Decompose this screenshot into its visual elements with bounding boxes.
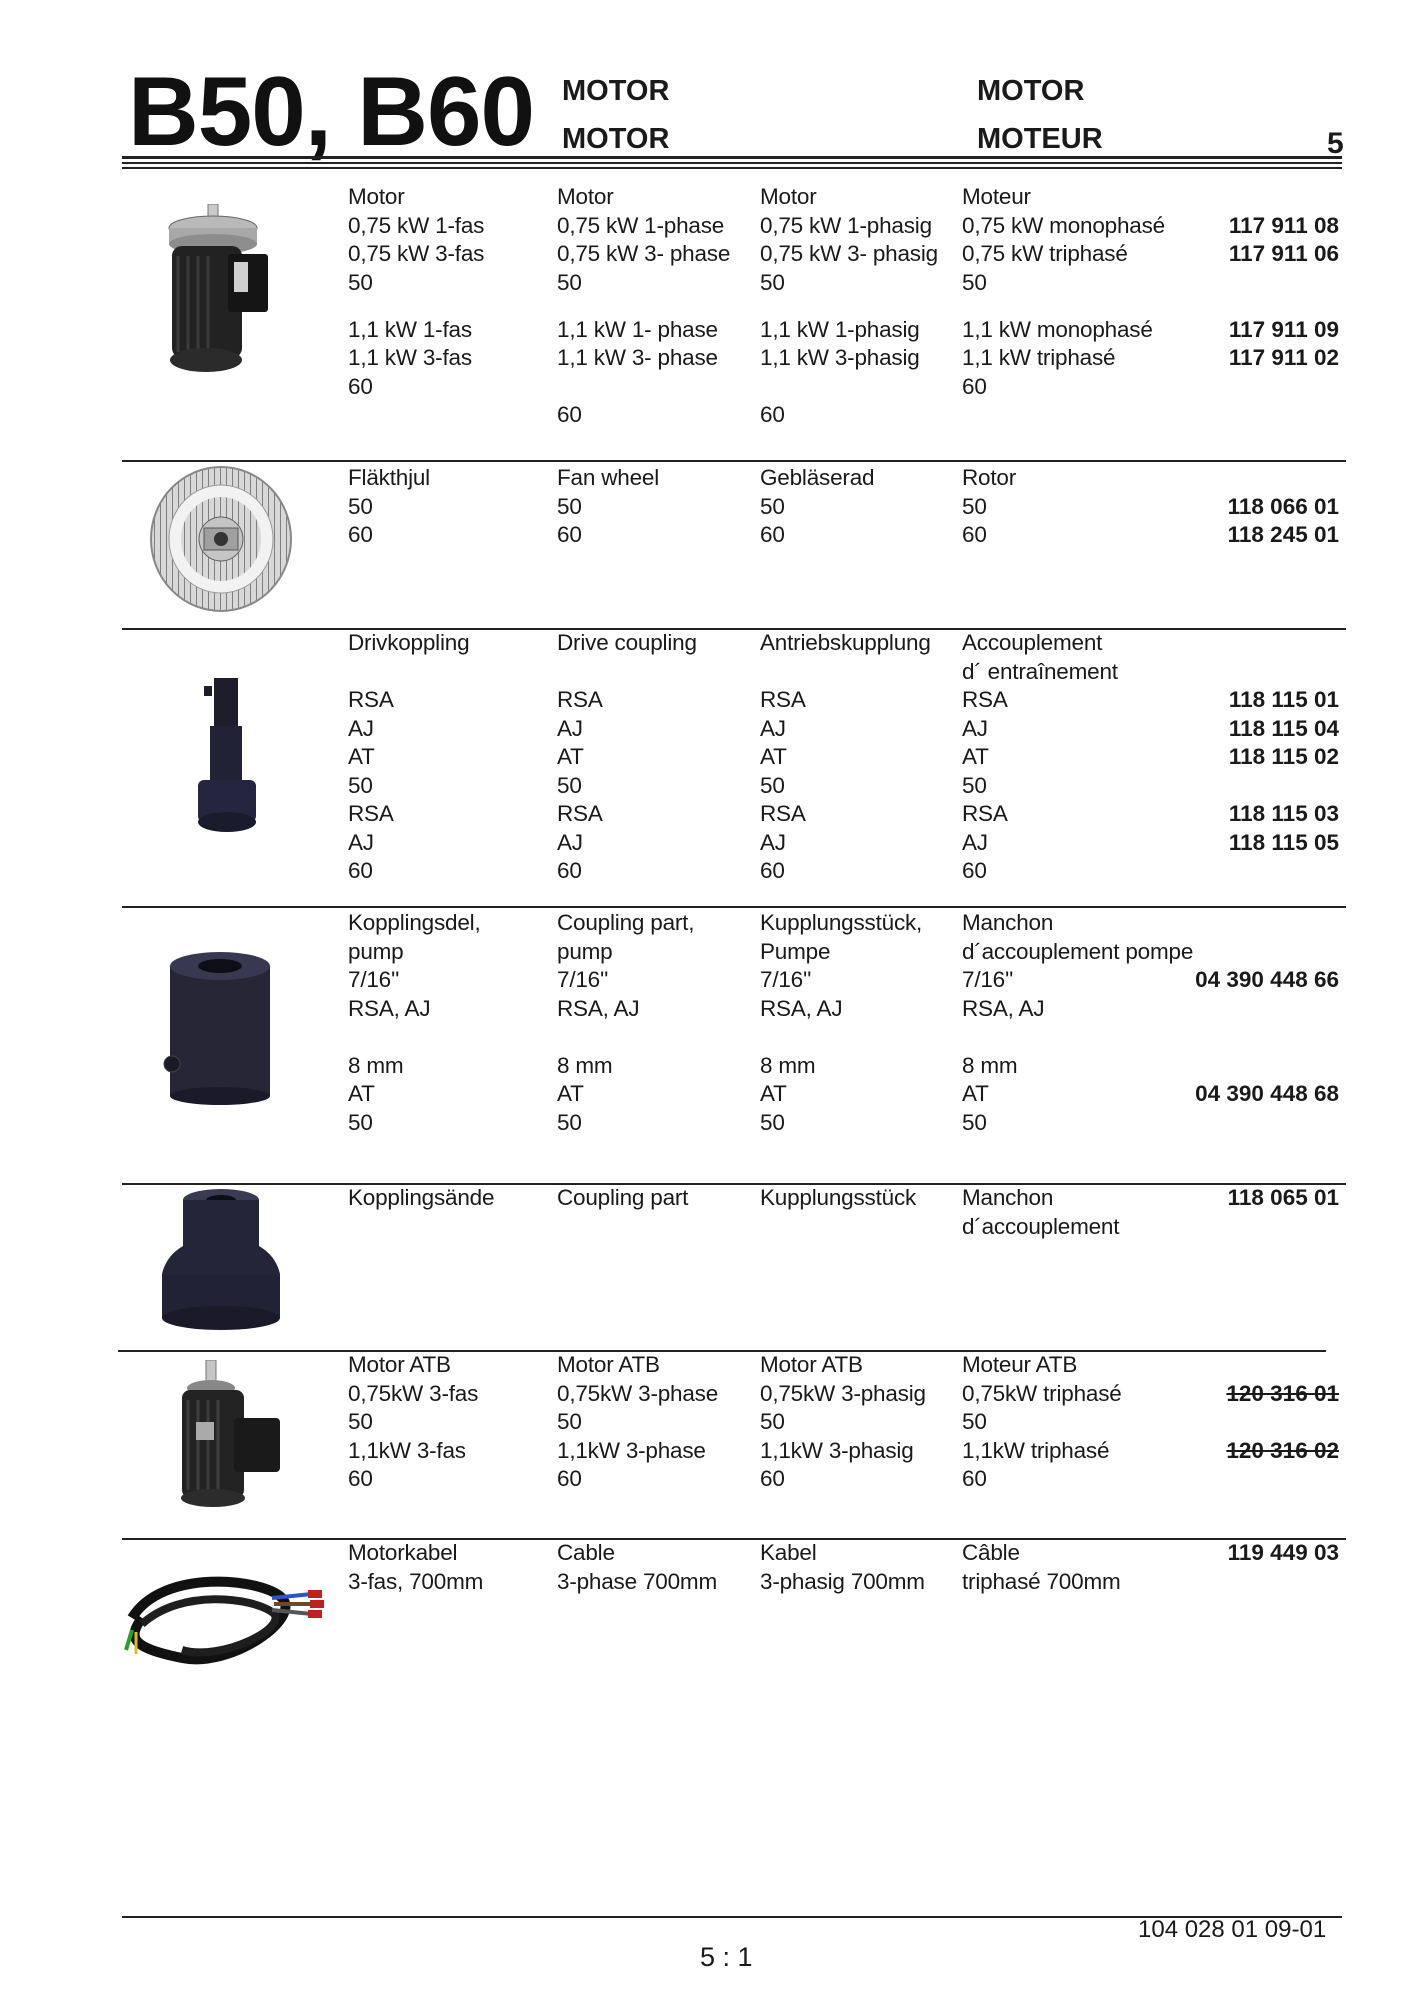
motor-cable-image [122,1558,332,1678]
cell-drive-coupling-lang3: d´ entraînement [962,658,1118,684]
cell-motor-atb-lang0: 0,75kW 3-fas [348,1380,479,1406]
cell-drive-coupling-lang2: 60 [760,858,785,883]
cell-coupling-part-pump-lang3: d´accouplement pompe [962,938,1194,964]
title-german: MOTOR [977,75,1085,107]
cell-coupling-part-pump-lang0: AT [348,1081,375,1106]
cell-coupling-part-pump-lang3: 7/16'' [962,967,1014,992]
cell-coupling-part-pump-lang0: 8 mm [348,1052,404,1078]
cell-motor-atb-lang2: 60 [760,1466,785,1491]
cell-motor-cable-lang2: Kabel [760,1540,817,1565]
cell-drive-coupling-lang3: RSA [962,801,1008,826]
part-number: 117 911 02 [1228,345,1339,370]
cell-drive-coupling-lang1: 60 [557,858,582,883]
cell-drive-coupling-lang2: RSA [760,687,806,712]
part-number: 118 245 01 [1227,522,1339,547]
cell-drive-coupling-lang0: Drivkoppling [348,630,470,655]
cell-coupling-part-pump-lang1: 8 mm [557,1052,613,1078]
cell-fan-wheel-lang2: Gebläserad [760,465,875,490]
cell-motor-lang2: 1,1 kW 3-phasig [760,345,920,370]
cell-coupling-part-pump-lang1: AT [557,1081,584,1106]
cell-drive-coupling-lang1: 50 [557,772,582,798]
cell-motor-lang0: Motor [348,184,405,209]
page-label: 5 : 1 [700,1942,753,1972]
cell-coupling-end-lang0: Kopplingsände [348,1185,495,1210]
title-swedish: MOTOR [562,75,670,107]
part-number: 118 115 05 [1228,829,1339,855]
cell-drive-coupling-lang1: AJ [557,829,583,855]
cell-motor-atb-lang1: 0,75kW 3-phase [557,1380,719,1406]
cell-coupling-part-pump-lang0: RSA, AJ [348,995,431,1021]
cell-drive-coupling-lang0: AJ [348,829,374,855]
part-number: 117 911 06 [1228,241,1339,266]
cell-fan-wheel-lang0: 50 [348,493,373,519]
cell-motor-lang3: Moteur [962,184,1031,209]
cell-motor-cable-lang0: 3-fas, 700mm [348,1568,484,1594]
cell-coupling-part-pump-lang3: RSA, AJ [962,995,1045,1021]
cell-motor-lang0: 1,1 kW 3-fas [348,345,472,370]
header-rule-2 [122,162,1342,164]
drive-coupling-image [192,678,262,838]
cell-drive-coupling-lang3: RSA [962,687,1008,712]
cell-coupling-part-pump-lang3: 50 [962,1109,987,1135]
cell-coupling-part-pump-lang2: Pumpe [760,938,831,964]
cell-motor-atb-lang3: 60 [962,1466,987,1491]
cell-drive-coupling-lang0: 50 [348,772,373,798]
part-number: 117 911 08 [1228,212,1339,238]
coupling-part-pump-image [158,948,280,1106]
cell-drive-coupling-lang2: Antriebskupplung [760,630,931,655]
cell-motor-atb-lang3: Moteur ATB [962,1352,1078,1377]
cell-drive-coupling-lang2: AJ [760,829,786,855]
section-divider [122,906,1346,908]
cell-motor-atb-lang1: 50 [557,1409,582,1434]
cell-motor-lang2: 0,75 kW 1-phasig [760,212,932,238]
cell-coupling-part-pump-lang2: RSA, AJ [760,995,843,1021]
part-number: 120 316 02 [1226,1437,1339,1463]
cell-motor-atb-lang1: Motor ATB [557,1352,660,1377]
part-number: 118 066 01 [1227,493,1339,519]
cell-coupling-part-pump-lang3: AT [962,1081,989,1106]
electric-motor-image [158,204,278,376]
cell-drive-coupling-lang0: 60 [348,858,373,883]
cell-motor-atb-lang1: 1,1kW 3-phase [557,1437,706,1463]
cell-coupling-part-pump-lang1: RSA, AJ [557,995,640,1021]
cell-coupling-part-pump-lang0: 7/16'' [348,967,400,992]
cell-motor-lang1: 1,1 kW 3- phase [557,345,718,370]
part-number: 118 115 01 [1228,687,1339,712]
doc-number: 104 028 01 09-01 [1138,1916,1327,1943]
cell-coupling-part-pump-lang3: Manchon [962,910,1054,935]
cell-drive-coupling-lang1: Drive coupling [557,630,697,655]
coupling-end-image [156,1186,286,1334]
cell-coupling-part-pump-lang1: Coupling part, [557,910,695,935]
cell-motor-atb-lang2: 1,1kW 3-phasig [760,1437,914,1463]
cell-coupling-part-pump-lang2: 8 mm [760,1052,816,1078]
cell-motor-lang0: 60 [348,373,373,399]
cell-fan-wheel-lang3: 60 [962,522,987,547]
fan-wheel-image [148,464,294,614]
cell-motor-cable-lang1: 3-phase 700mm [557,1568,717,1594]
cell-coupling-end-lang3: d´accouplement [962,1213,1120,1239]
cell-motor-lang0: 1,1 kW 1-fas [348,316,472,342]
cell-drive-coupling-lang2: RSA [760,801,806,826]
header-rule-3 [122,167,1342,169]
cell-motor-atb-lang3: 0,75kW triphasé [962,1380,1122,1406]
cell-coupling-part-pump-lang3: 8 mm [962,1052,1018,1078]
cell-motor-lang1: 0,75 kW 1-phase [557,212,725,238]
cell-coupling-part-pump-lang1: 50 [557,1109,582,1135]
cell-motor-lang1: 50 [557,269,582,295]
cell-motor-cable-lang3: triphasé 700mm [962,1568,1121,1594]
header-rule-1 [122,156,1342,159]
title-french: MOTEUR [977,123,1103,155]
cell-motor-atb-lang3: 1,1kW triphasé [962,1437,1110,1463]
cell-drive-coupling-lang0: AJ [348,715,374,741]
cell-motor-lang2: Motor [760,184,817,209]
cell-motor-lang3: 1,1 kW monophasé [962,316,1153,342]
part-number: 119 449 03 [1227,1540,1339,1565]
cell-motor-lang1: 60 [557,402,582,427]
cell-motor-lang1: Motor [557,184,614,209]
part-number: 120 316 01 [1226,1380,1339,1406]
part-number: 117 911 09 [1228,316,1339,342]
cell-motor-cable-lang2: 3-phasig 700mm [760,1568,925,1594]
cell-coupling-end-lang3: Manchon [962,1185,1054,1210]
cell-drive-coupling-lang2: AT [760,744,787,769]
part-number: 04 390 448 68 [1195,1081,1339,1106]
section-divider [122,460,1346,462]
part-number: 118 065 01 [1227,1185,1339,1210]
cell-motor-lang1: 0,75 kW 3- phase [557,241,731,266]
cell-fan-wheel-lang3: Rotor [962,465,1017,490]
cell-coupling-part-pump-lang1: pump [557,938,613,964]
cell-motor-cable-lang3: Câble [962,1540,1020,1565]
cell-motor-lang3: 60 [962,373,987,399]
part-number: 118 115 03 [1228,801,1339,826]
cell-coupling-part-pump-lang0: pump [348,938,404,964]
cell-motor-lang0: 50 [348,269,373,295]
cell-drive-coupling-lang3: 50 [962,772,987,798]
motor-atb-image [174,1360,292,1510]
cell-drive-coupling-lang1: RSA [557,801,603,826]
cell-coupling-part-pump-lang2: 50 [760,1109,785,1135]
cell-drive-coupling-lang0: AT [348,744,375,769]
cell-motor-lang2: 0,75 kW 3- phasig [760,241,938,266]
cell-motor-cable-lang1: Cable [557,1540,615,1565]
cell-motor-lang0: 0,75 kW 1-fas [348,212,485,238]
cell-fan-wheel-lang0: 60 [348,522,373,547]
section-divider [118,1350,1326,1352]
part-number: 118 115 02 [1228,744,1339,769]
cell-fan-wheel-lang1: 60 [557,522,582,547]
cell-motor-lang3: 0,75 kW triphasé [962,241,1128,266]
cell-drive-coupling-lang1: AJ [557,715,583,741]
cell-drive-coupling-lang3: AJ [962,829,988,855]
cell-motor-atb-lang2: Motor ATB [760,1352,863,1377]
section-divider [122,628,1346,630]
cell-coupling-part-pump-lang1: 7/16'' [557,967,609,992]
cell-motor-lang2: 60 [760,402,785,427]
cell-fan-wheel-lang1: 50 [557,493,582,519]
cell-motor-lang3: 0,75 kW monophasé [962,212,1165,238]
cell-coupling-part-pump-lang2: Kupplungsstück, [760,910,923,935]
cell-coupling-end-lang2: Kupplungsstück [760,1185,917,1210]
cell-coupling-end-lang1: Coupling part [557,1185,689,1210]
cell-motor-lang2: 50 [760,269,785,295]
cell-drive-coupling-lang3: 60 [962,858,987,883]
model-title: B50, B60 [128,56,535,166]
cell-motor-lang2: 1,1 kW 1-phasig [760,316,920,342]
cell-drive-coupling-lang0: RSA [348,801,394,826]
cell-drive-coupling-lang3: Accouplement [962,630,1103,655]
cell-drive-coupling-lang1: RSA [557,687,603,712]
cell-motor-atb-lang0: 50 [348,1409,373,1434]
cell-motor-atb-lang0: Motor ATB [348,1352,451,1377]
cell-motor-atb-lang0: 60 [348,1466,373,1491]
cell-motor-cable-lang0: Motorkabel [348,1540,458,1565]
cell-drive-coupling-lang3: AJ [962,715,988,741]
cell-motor-atb-lang0: 1,1kW 3-fas [348,1437,466,1463]
cell-motor-lang1: 1,1 kW 1- phase [557,316,718,342]
cell-drive-coupling-lang1: AT [557,744,584,769]
cell-drive-coupling-lang0: RSA [348,687,394,712]
cell-fan-wheel-lang0: Fläkthjul [348,465,430,490]
cell-coupling-part-pump-lang0: 50 [348,1109,373,1135]
cell-motor-lang0: 0,75 kW 3-fas [348,241,485,266]
cell-motor-atb-lang1: 60 [557,1466,582,1491]
cell-fan-wheel-lang2: 60 [760,522,785,547]
cell-drive-coupling-lang2: 50 [760,772,785,798]
cell-motor-lang3: 1,1 kW triphasé [962,345,1116,370]
cell-coupling-part-pump-lang2: 7/16'' [760,967,812,992]
cell-motor-atb-lang2: 50 [760,1409,785,1434]
cell-motor-atb-lang3: 50 [962,1409,987,1434]
part-number: 118 115 04 [1228,715,1339,741]
cell-motor-atb-lang2: 0,75kW 3-phasig [760,1380,926,1406]
page-number: 5 [1327,127,1344,160]
cell-drive-coupling-lang3: AT [962,744,989,769]
cell-fan-wheel-lang3: 50 [962,493,987,519]
title-english: MOTOR [562,123,670,155]
cell-fan-wheel-lang2: 50 [760,493,785,519]
cell-coupling-part-pump-lang2: AT [760,1081,787,1106]
cell-coupling-part-pump-lang0: Kopplingsdel, [348,910,481,935]
cell-fan-wheel-lang1: Fan wheel [557,465,660,490]
cell-motor-lang3: 50 [962,269,987,295]
cell-drive-coupling-lang2: AJ [760,715,786,741]
part-number: 04 390 448 66 [1195,967,1339,992]
